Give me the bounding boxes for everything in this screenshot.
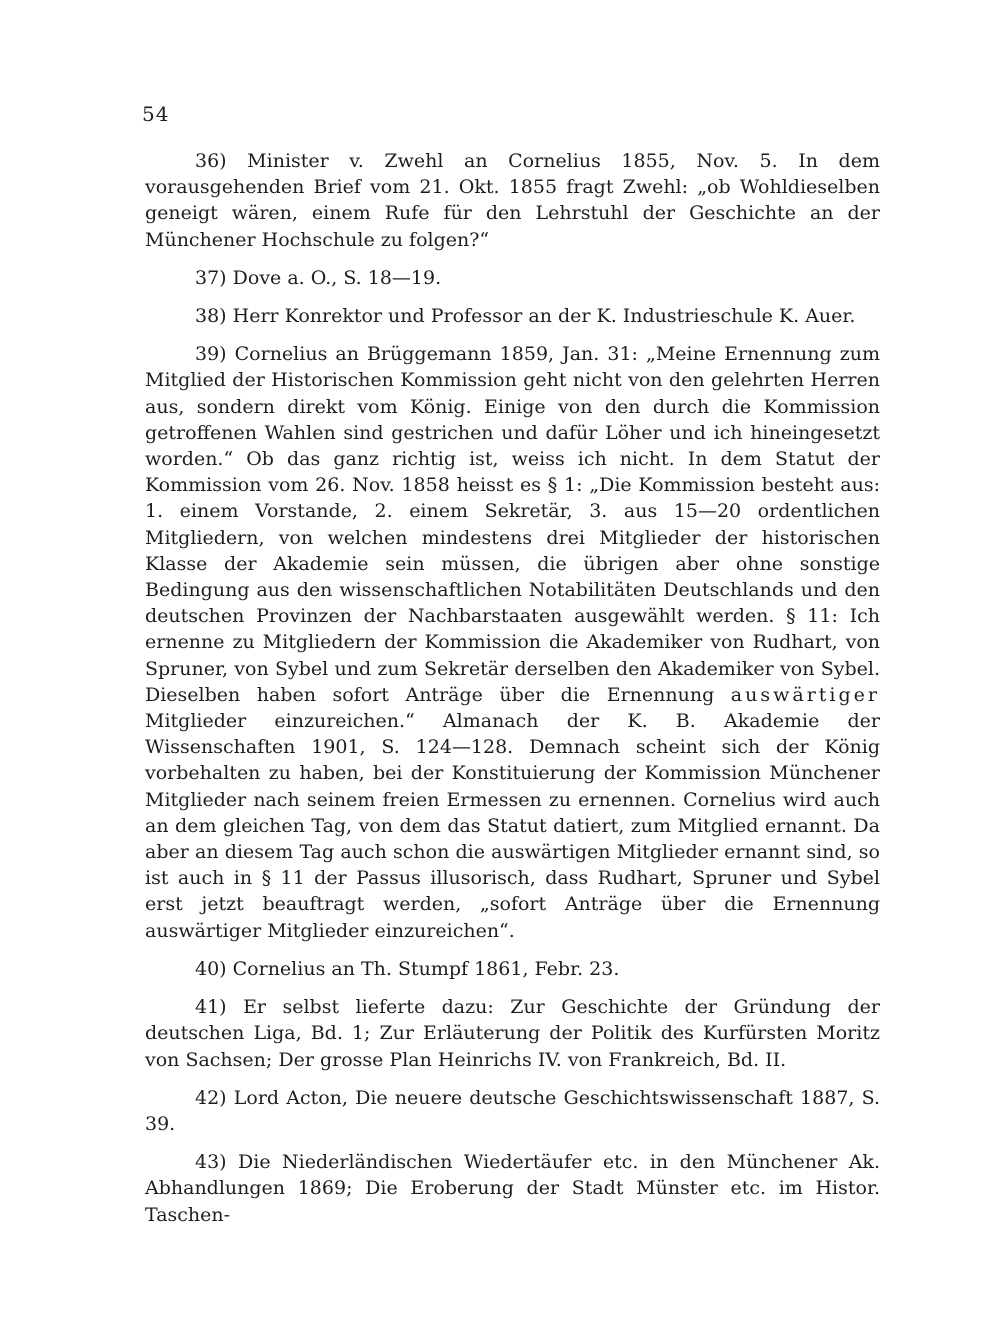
note-text: Die Niederländischen Wiedertäufer etc. in den Münchener Ak. Abhandlungen 1869; Die Eroberung der Stadt Münster etc. im Histor. Taschen- [145, 1151, 880, 1226]
note-43 [145, 1149, 880, 1228]
note-40 [145, 956, 880, 982]
note-text: Lord Acton, Die neuere deutsche Geschichtswissenschaft 1887, S. 39. [145, 1086, 880, 1135]
note-text: Cornelius an Th. Stumpf 1861, Febr. 23. [232, 957, 620, 980]
note-number: 37) [195, 266, 227, 289]
note-37 [145, 265, 880, 291]
footnotes [145, 148, 880, 1240]
note-number: 41) [195, 996, 227, 1019]
page-number: 54 [142, 102, 170, 126]
note-number: 39) [195, 343, 227, 366]
note-38 [145, 303, 880, 329]
note-36 [145, 148, 880, 253]
note-number: 38) [195, 305, 227, 328]
note-number: 42) [195, 1086, 227, 1109]
note-42 [145, 1085, 880, 1137]
note-number: 43) [195, 1151, 227, 1174]
note-text: Herr Konrektor und Professor an der K. Industrieschule K. Auer. [232, 305, 856, 328]
note-text: Minister v. Zwehl an Cornelius 1855, Nov. 5. In dem vorausgehenden Brief vom 21. Okt. 1855 fragt Zwehl: „ob Wohldieselben geneigt wären, einem Rufe für den Lehrstuhl der Geschichte an der Münchener Hochschule zu folgen?“ [145, 150, 880, 251]
note-emphasis: auswärtiger [730, 683, 880, 706]
note-text-continued: Mitglieder einzureichen.“ Almanach der K. B. Akademie der Wissenschaften 1901, S. 124—128. Demnach scheint sich der König vorbehalten zu haben, bei der Konstituierung der Kommission Münchener Mitglieder nach seinem freien Ermessen zu ernennen. Cornelius wird auch an dem gleichen Tag, von dem das Statut datiert, zum Mitglied ernannt. Da aber an diesem Tag auch schon die auswärtigen Mitglieder ernannt sind, so ist auch in § 11 der Passus illusorisch, dass Rudhart, Spruner und Sybel erst jetzt beauftragt werden, „sofort Anträge über die Ernennung auswärtiger Mitglieder einzureichen“. [145, 710, 880, 942]
note-text: Cornelius an Brüggemann 1859, Jan. 31: „Meine Ernennung zum Mitglied der Historischen Kommission geht nicht von den gelehrten Herren aus, sondern direkt vom König. Einige von den durch die Kommission getroffenen Wahlen sind gestrichen und dafür Löher und ich hineingesetzt worden.“ Ob das ganz richtig ist, weiss ich nicht. In dem Statut der Kommission vom 26. Nov. 1858 heisst es § 1: „Die Kommission besteht aus: 1. einem Vorstande, 2. einem Sekretär, 3. aus 15—20 ordentlichen Mitgliedern, von welchen mindestens drei Mitglieder der historischen Klasse der Akademie sein müssen, die übrigen aber ohne sonstige Bedingung aus den wissenschaftlichen Notabilitäten Deutschlands und den deutschen Provinzen der Nachbarstaaten ausgewählt werden. § 11: Ich ernenne zu Mitgliedern der Kommission die Akademiker von Rudhart, von Spruner, von Sybel und zum Sekretär derselben den Akademiker von Sybel. Dieselben haben sofort Anträge über die Ernennung [145, 343, 880, 706]
note-number: 40) [195, 957, 227, 980]
note-number: 36) [195, 150, 227, 172]
note-text: Dove a. O., S. 18—19. [232, 266, 442, 289]
note-39 [145, 341, 880, 944]
note-text: Er selbst lieferte dazu: Zur Geschichte der Gründung der deutschen Liga, Bd. 1; Zur Erläuterung der Politik des Kurfürsten Moritz von Sachsen; Der grosse Plan Heinrichs IV. von Frankreich, Bd. II. [145, 996, 880, 1071]
note-41 [145, 994, 880, 1073]
